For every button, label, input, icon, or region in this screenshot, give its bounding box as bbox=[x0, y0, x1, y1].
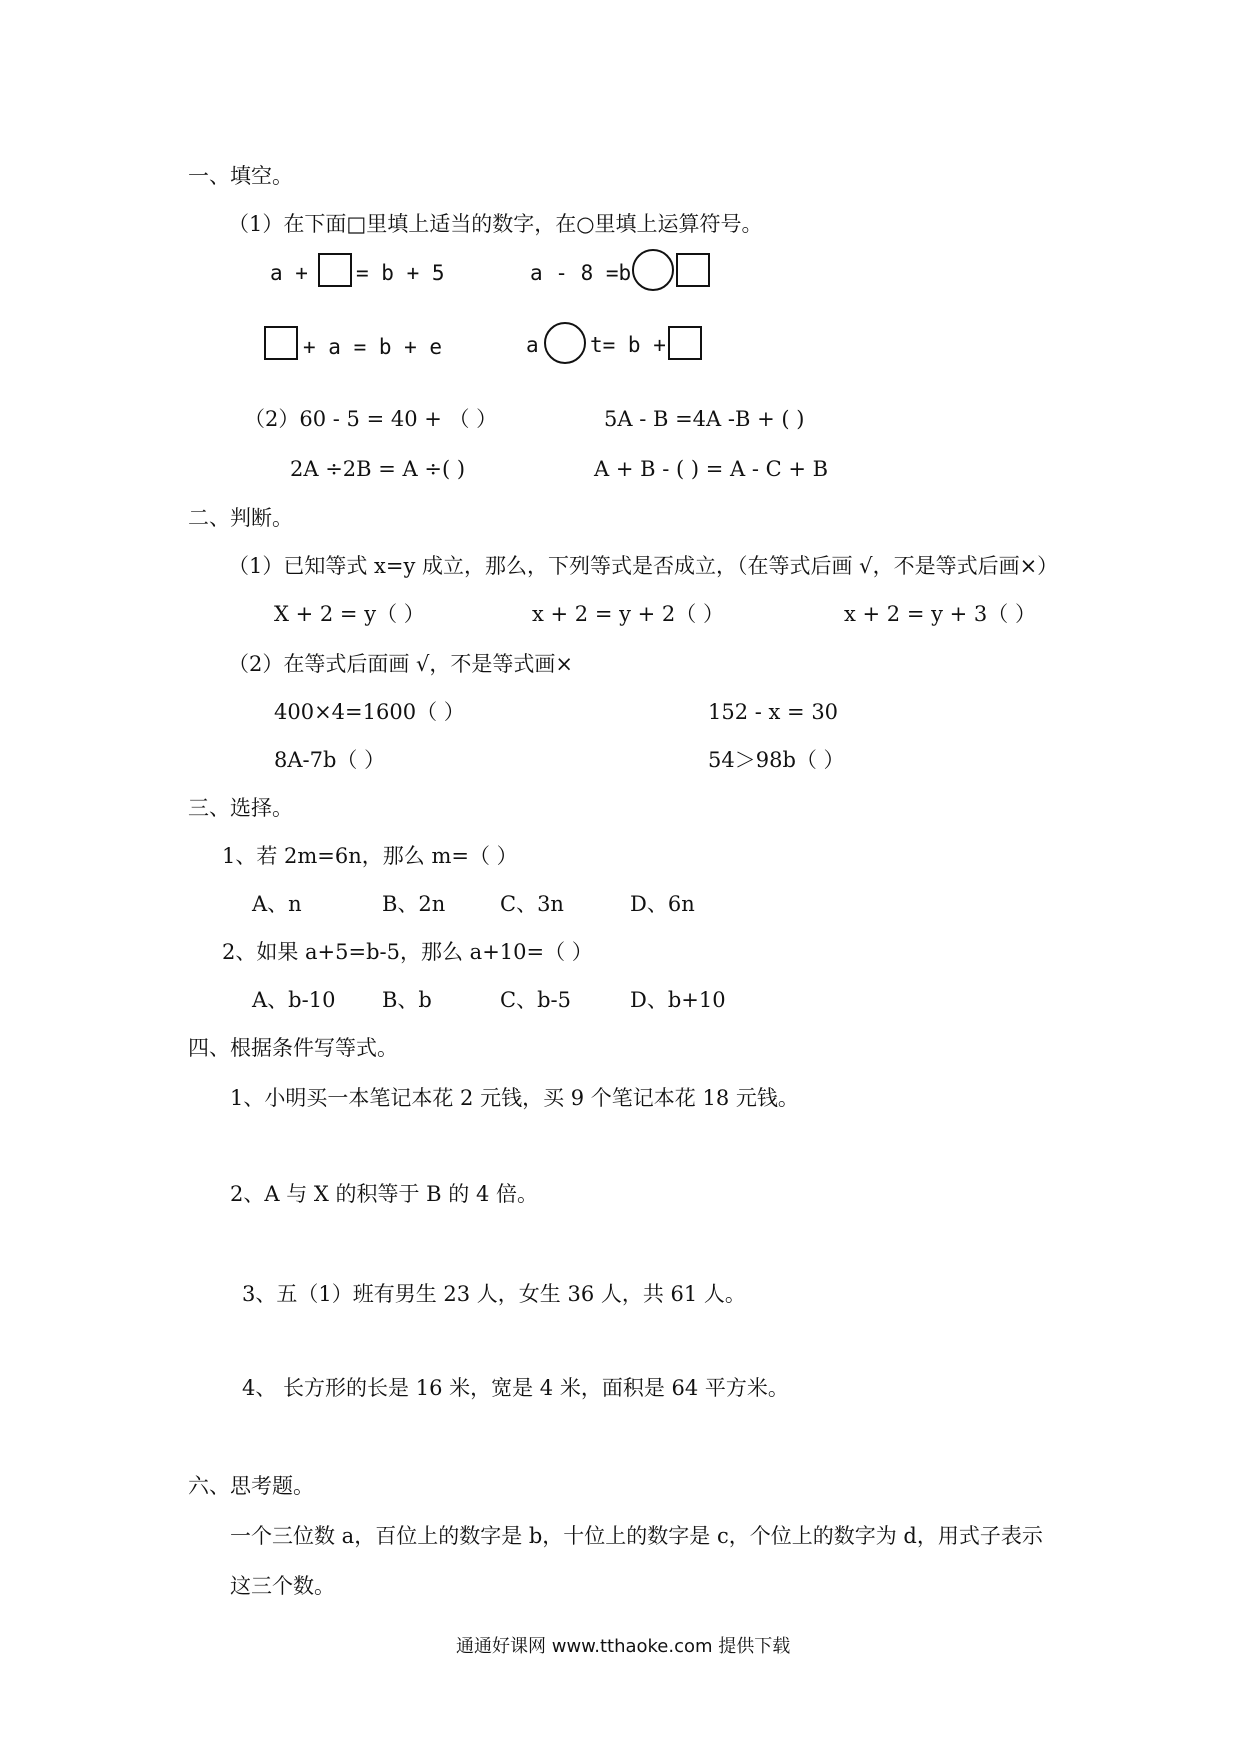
section1-q1-instruction: （1）在下面□里填上适当的数字，在○里填上运算符号。 bbox=[228, 212, 763, 236]
q1-option[interactable]: A、n bbox=[252, 892, 302, 916]
section2-q2-item3: 8A-7b（ ） bbox=[274, 748, 386, 772]
q1-option[interactable]: C、3n bbox=[500, 892, 564, 916]
row1-right-a: a - 8 =b bbox=[530, 261, 632, 285]
q2-option[interactable]: C、b-5 bbox=[500, 988, 571, 1012]
section3-q1: 1、若 2m=6n，那么 m=（ ） bbox=[222, 844, 518, 868]
q2-option[interactable]: D、b+10 bbox=[630, 988, 726, 1012]
section4-item: 3、五（1）班有男生 23 人，女生 36 人，共 61 人。 bbox=[242, 1282, 746, 1306]
section2-q2-instruction: （2）在等式后面画 √，不是等式画× bbox=[228, 652, 574, 676]
section6-line1: 一个三位数 a，百位上的数字是 b，十位上的数字是 c，个位上的数字为 d，用式子表示 bbox=[230, 1524, 1043, 1548]
row2-right-b: t= b + bbox=[590, 333, 666, 357]
section6-heading: 六、思考题。 bbox=[188, 1474, 314, 1498]
row2-left: + a = b + e bbox=[303, 335, 443, 359]
section4-item: 2、A 与 X 的积等于 B 的 4 倍。 bbox=[230, 1182, 538, 1206]
q2-option[interactable]: B、b bbox=[382, 988, 432, 1012]
section2-q1-item2: x + 2 = y + 2（ ） bbox=[532, 602, 724, 626]
section2-q1-item3: x + 2 = y + 3（ ） bbox=[844, 602, 1036, 626]
section4-item: 1、小明买一本笔记本花 2 元钱，买 9 个笔记本花 18 元钱。 bbox=[230, 1086, 799, 1110]
section3-q2: 2、如果 a+5=b-5，那么 a+10=（ ） bbox=[222, 940, 593, 964]
section1-heading: 一、填空。 bbox=[188, 164, 293, 188]
section2-q2-item2: 152 - x = 30 bbox=[708, 700, 839, 724]
section6-line2: 这三个数。 bbox=[230, 1574, 335, 1598]
answer-box[interactable] bbox=[264, 326, 298, 360]
section2-q1-item1: X + 2 = y（ ） bbox=[274, 602, 425, 626]
section2-q2-item1: 400×4=1600（ ） bbox=[274, 700, 465, 724]
operator-circle[interactable] bbox=[632, 249, 674, 291]
q1-option[interactable]: B、2n bbox=[382, 892, 446, 916]
section2-heading: 二、判断。 bbox=[188, 506, 293, 530]
row2-right-a: a bbox=[526, 333, 539, 357]
q2-option[interactable]: A、b-10 bbox=[252, 988, 336, 1012]
q2-line1-right: 5A - B =4A -B + ( ) bbox=[604, 407, 805, 431]
answer-box[interactable] bbox=[676, 253, 710, 287]
q2-line1-left: （2）60 - 5 = 40 + （ ） bbox=[244, 407, 498, 431]
section4-heading: 四、根据条件写等式。 bbox=[188, 1036, 398, 1060]
row1-left-b: = b + 5 bbox=[356, 261, 445, 285]
q2-line2-right: A + B - ( ) = A - C + B bbox=[594, 457, 829, 481]
q2-line2-left: 2A ÷2B = A ÷( ) bbox=[290, 457, 466, 481]
footer-text: 通通好课网 www.tthaoke.com 提供下载 bbox=[456, 1636, 791, 1657]
section4-item: 4、 长方形的长是 16 米，宽是 4 米，面积是 64 平方米。 bbox=[242, 1376, 789, 1400]
row1-left-a: a + bbox=[270, 261, 308, 285]
operator-circle[interactable] bbox=[544, 322, 586, 364]
answer-box[interactable] bbox=[668, 326, 702, 360]
section2-q2-item4: 54＞98b（ ） bbox=[708, 748, 845, 772]
answer-box[interactable] bbox=[318, 253, 352, 287]
q1-option[interactable]: D、6n bbox=[630, 892, 695, 916]
section2-q1-instruction: （1）已知等式 x=y 成立，那么，下列等式是否成立，（在等式后画 √，不是等式后画×） bbox=[228, 554, 1059, 578]
section3-heading: 三、选择。 bbox=[188, 796, 293, 820]
